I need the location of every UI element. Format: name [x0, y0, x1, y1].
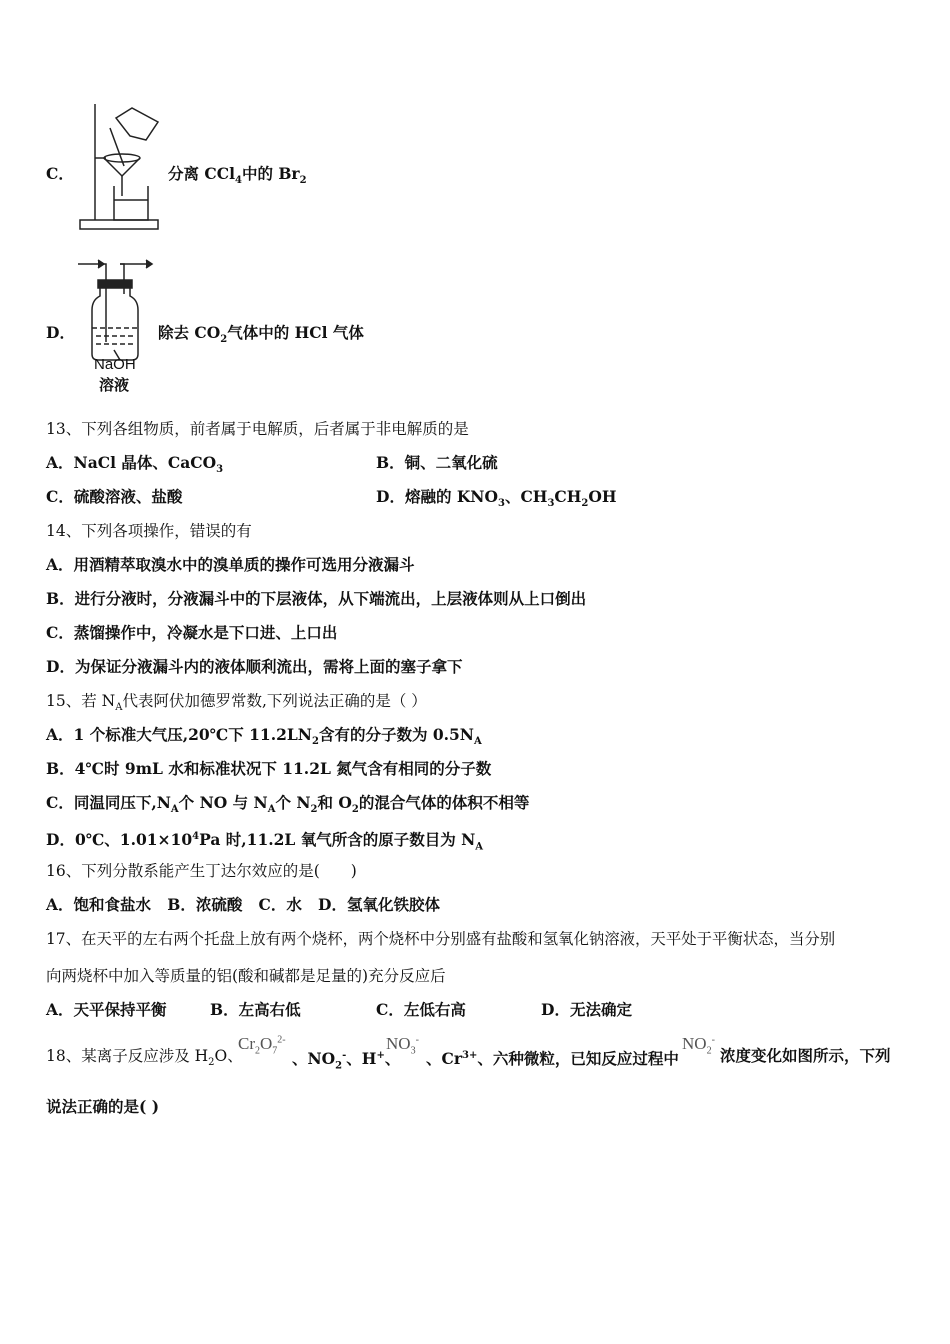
stem-text: 15、若 N [46, 692, 116, 710]
question-13-stem: 13、下列各组物质，前者属于电解质，后者属于非电解质的是 [46, 420, 469, 438]
subscript: 2 [351, 804, 359, 816]
option-text: D．熔融的 KNO [376, 487, 498, 506]
superscript: - [342, 1050, 347, 1061]
stem-text: 、Cr [426, 1049, 463, 1069]
question-18-stem-line-2: 说法正确的是( ) [46, 1097, 160, 1116]
stem-text: 18、某离子反应涉及 H [46, 1047, 209, 1065]
question-13-option-c: C．硫酸溶液、盐酸 [46, 487, 183, 506]
superscript: 3+ [462, 1050, 478, 1061]
question-14-option-c: C．蒸馏操作中，冷凝水是下口进、上口出 [46, 623, 338, 642]
option-text: 和 O [317, 793, 352, 812]
subscript: 2 [581, 498, 589, 510]
formula-text: Cr [238, 1034, 255, 1053]
filtration-apparatus-diagram [74, 100, 166, 236]
stem-text: O、 [214, 1047, 243, 1065]
option-c-subscript: 2 [299, 175, 307, 187]
question-16-stem: 16、下列分散系能产生丁达尔效应的是( ) [46, 862, 357, 880]
question-13-option-a [46, 453, 223, 480]
question-15-option-d [46, 827, 483, 857]
stem-text: 、 [384, 1049, 401, 1069]
stem-text: 、H [346, 1049, 377, 1069]
option-text: 个 NO 与 N [178, 793, 268, 812]
option-text: 含有的分子数为 0.5N [318, 725, 474, 744]
option-text: D．0℃、1.01×10 [46, 830, 193, 850]
formula-text: NO [386, 1034, 411, 1053]
option-d-text [158, 323, 364, 350]
formula-text: O [260, 1034, 273, 1053]
option-c-subscript: 4 [234, 175, 242, 187]
question-13-option-b: B．铜、二氧化硫 [376, 453, 498, 472]
subscript: A [475, 841, 484, 853]
question-15-option-a [46, 725, 482, 752]
subscript: A [267, 804, 276, 816]
option-d-letter: D． [46, 323, 75, 342]
bottle-label-naoh: NaOH [94, 356, 136, 373]
question-17-option-c: C．左低右高 [376, 1000, 466, 1019]
option-d-text-part: 气体中的 HCl 气体 [227, 323, 364, 342]
option-c-letter: C． [46, 164, 74, 183]
nitrate-formula [386, 1034, 419, 1056]
subscript: 3 [497, 498, 505, 510]
question-16-options: A．饱和食盐水 B．浓硫酸 C．水 D．氢氧化铁胶体 [46, 895, 440, 914]
question-15-option-b: B．4℃时 9mL 水和标准状况下 11.2L 氮气含有相同的分子数 [46, 759, 492, 778]
option-d-text-part: 除去 CO [158, 323, 221, 342]
subscript: 2 [208, 1057, 215, 1069]
option-text: CH [554, 487, 582, 506]
option-text: OH [588, 487, 617, 506]
stem-text: 、六种微粒，已知反应过程中 [477, 1049, 679, 1069]
question-14-option-b: B．进行分液时，分液漏斗中的下层液体，从下端流出，上层液体则从上口倒出 [46, 589, 587, 608]
option-c-text-part: 中的 Br [241, 164, 300, 183]
question-13-option-d [376, 487, 617, 514]
subscript: 2 [311, 736, 319, 748]
option-text: 个 N [275, 793, 311, 812]
question-17-stem-line-2: 向两烧杯中加入等质量的铝(酸和碱都是足量的)充分反应后 [46, 967, 446, 985]
question-14-option-a: A．用酒精萃取溴水中的溴单质的操作可选用分液漏斗 [46, 555, 415, 574]
superscript: - [711, 1034, 715, 1046]
option-c-text [168, 164, 307, 191]
question-18-stem-line-1 [46, 1046, 243, 1073]
subscript: 3 [410, 1045, 416, 1057]
superscript: 2- [277, 1034, 286, 1046]
question-18-stem-part: 浓度变化如图所示，下列 [720, 1046, 891, 1065]
gas-washing-bottle-diagram [74, 256, 158, 366]
question-15-option-c [46, 793, 529, 820]
subscript: 2 [255, 1045, 260, 1057]
subscript: A [115, 702, 123, 714]
question-14-option-d: D．为保证分液漏斗内的液体顺利流出，需将上面的塞子拿下 [46, 657, 463, 676]
superscript: + [376, 1050, 385, 1061]
stem-text: 代表阿伏加德罗常数,下列说法正确的是（ ） [122, 692, 427, 710]
superscript: 4 [192, 831, 200, 842]
question-18-stem-part [292, 1046, 400, 1076]
option-text: A．1 个标准大气压,20℃下 11.2LN [46, 725, 312, 744]
option-d-subscript: 2 [220, 334, 228, 346]
question-17-stem-line-1: 17、在天平的左右两个托盘上放有两个烧杯，两个烧杯中分别盛有盐酸和氢氧化钠溶液，天平处于平衡状态，当分别 [46, 930, 836, 948]
question-17-option-b: B．左高右低 [210, 1000, 301, 1019]
question-14-stem: 14、下列各项操作，错误的有 [46, 522, 252, 540]
subscript: 2 [706, 1045, 712, 1057]
option-text: Pa 时,11.2L 氧气所含的原子数目为 N [199, 830, 476, 850]
subscript: 3 [547, 498, 555, 510]
question-15-stem [46, 691, 427, 718]
subscript: A [170, 804, 179, 816]
option-c-text-part: 分离 CCl [168, 164, 235, 183]
option-text: C．同温同压下,N [46, 793, 171, 812]
question-17-option-d: D．无法确定 [541, 1000, 632, 1019]
subscript: 3 [216, 464, 224, 476]
subscript: A [473, 736, 482, 748]
superscript: - [415, 1034, 419, 1046]
subscript: 2 [335, 1060, 343, 1072]
option-text: A．NaCl 晶体、CaCO [46, 453, 217, 472]
question-18-stem-part [426, 1046, 679, 1069]
formula-text: NO [682, 1034, 707, 1053]
subscript: 2 [310, 804, 318, 816]
question-17-option-a: A．天平保持平衡 [46, 1000, 167, 1019]
bottle-label-solution: 溶液 [99, 376, 130, 394]
dichromate-formula [238, 1034, 286, 1056]
option-text: 的混合气体的体积不相等 [358, 793, 530, 812]
stem-text: 、NO [292, 1049, 336, 1069]
subscript: 7 [272, 1045, 278, 1057]
option-text: 、CH [504, 487, 548, 506]
nitrite-formula [682, 1034, 715, 1056]
